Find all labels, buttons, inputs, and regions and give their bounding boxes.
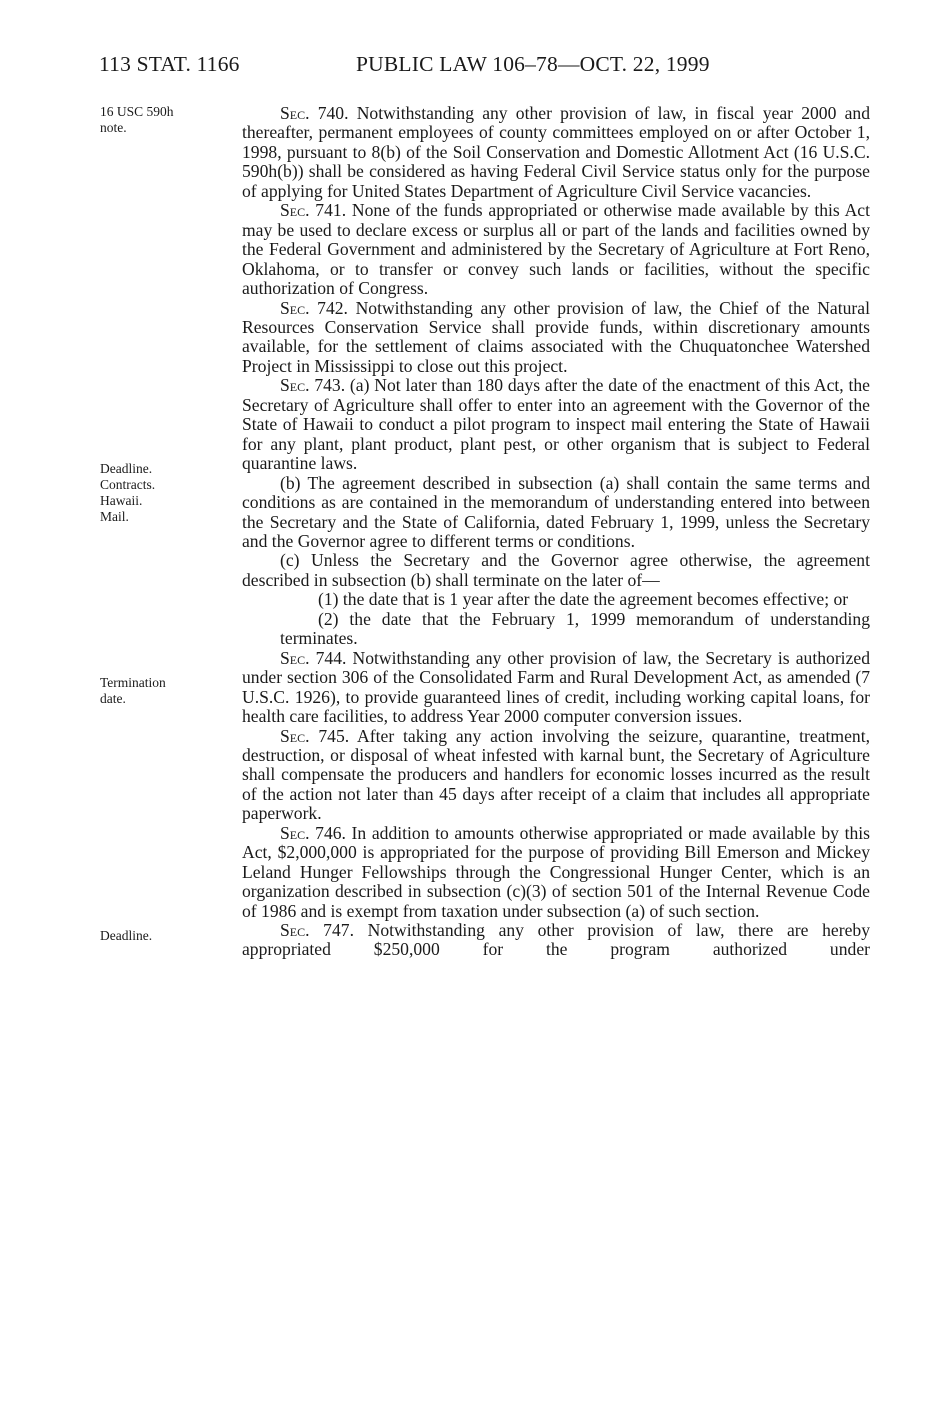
margin-note-usc: 16 USC 590h note.	[100, 104, 174, 135]
margin-note-deadline: Deadline.	[100, 928, 153, 943]
running-head: PUBLIC LAW 106–78—OCT. 22, 1999	[356, 52, 710, 76]
section-743-c-1: (1) the date that is 1 year after the date the agreement becomes effective; or	[318, 589, 849, 610]
page-header	[0, 52, 946, 88]
section-741: Sec. 741. None of the funds appropriated or otherwise made available by this Act may be used to declare excess or surplus all or part of the lands and facilities owned by the Federal Government and administered by the Secretary of Agriculture at Fort Reno, Oklahoma, or to transfer or convey such lands or facilities, without the specific authorization of Congress.	[242, 200, 870, 299]
section-743-c: (c) Unless the Secretary and the Governor agree otherwise, the agreement described in subsection (b) shall terminate on the later of—	[242, 550, 870, 590]
section-743-a: Sec. 743. (a) Not later than 180 days after the date of the enactment of this Act, the Secretary of Agriculture shall offer to enter into an agreement with the Governor of the State of Hawaii to conduct a pilot program to inspect mail entering the State of Hawaii for any plant, plant product, plant pest, or other organism that is subject to Federal quarantine laws.	[242, 375, 870, 474]
section-745: Sec. 745. After taking any action involving the seizure, quarantine, treatment, destruction, or disposal of wheat infested with karnal bunt, the Secretary of Agriculture shall compensate the producers and handlers for economic losses incurred as the result of the action not later than 45 days after receipt of a claim that includes all appropriate paperwork.	[242, 725, 870, 824]
section-743-c-2: (2) the date that the February 1, 1999 memorandum of understanding terminates.	[280, 608, 870, 649]
section-740: Sec. 740. Notwithstanding any other provision of law, in fiscal year 2000 and thereafter, permanent employees of county committees employed on or after October 1, 1998, pursuant to 8(b) of the Soil Conservation and Domestic Allotment Act (16 U.S.C. 590h(b)) shall be considered as having Federal Civil Service status only for the purpose of applying for United States Department of Agriculture Civil Service vacancies.	[242, 103, 870, 201]
margin-note-deadline-contracts: Deadline. Contracts. Hawaii. Mail.	[100, 461, 156, 524]
section-747: Sec. 747. Notwithstanding any other provision of law, there are hereby appropriated $250,000 for the program authorized under	[242, 920, 870, 960]
section-742: Sec. 742. Notwithstanding any other provision of law, the Chief of the Natural Resources Conservation Service shall provide funds, within discretionary amounts available, for the settlement of claims associated with the Chuquatonchee Watershed Project in Mississippi to close out this project.	[242, 297, 870, 376]
stat-page-number: 113 STAT. 1166	[99, 52, 240, 76]
section-744: Sec. 744. Notwithstanding any other provision of law, the Secretary is authorized under section 306 of the Consolidated Farm and Rural Development Act, as amended (7 U.S.C. 1926), to provide guaranteed lines of credit, including working capital loans, for health care facilities, to address Year 2000 computer conversion issues.	[242, 647, 870, 727]
body-text	[242, 104, 870, 960]
margin-note-termination: Termination date.	[100, 675, 166, 706]
section-746: Sec. 746. In addition to amounts otherwise appropriated or made available by this Act, $2,000,000 is appropriated for the purpose of providing Bill Emerson and Mickey Leland Hunger Fellowships through the Congressional Hunger Center, which is an organization described in subsection (c)(3) of section 501 of the Internal Revenue Code of 1986 and is exempt from taxation under subsection (a) of such section.	[242, 822, 870, 921]
section-743-b: (b) The agreement described in subsection (a) shall contain the same terms and conditions as are contained in the memorandum of understanding entered into between the Secretary and the State of California, dated February 1, 1999, unless the Secretary and the Governor agree to different terms or conditions.	[242, 472, 870, 551]
